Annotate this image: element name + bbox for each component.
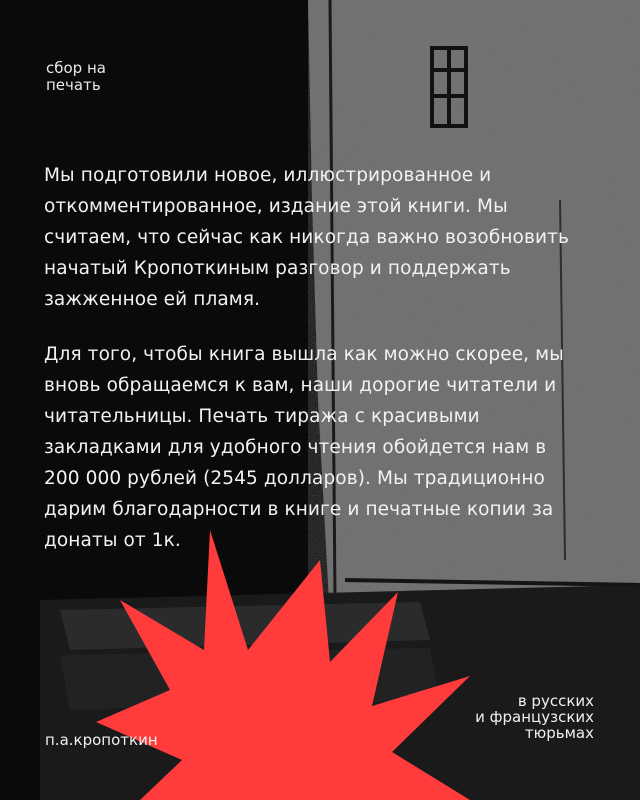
author-name: п.а.кропоткин	[45, 731, 158, 749]
book-title: в русских и французских тюрьмах	[475, 692, 594, 742]
paragraph-1: Мы подготовили новое, иллюстрированное и откомментированное, издание этой книги. Мы считаем, что сейчас как никогда важно возобновить начатый Кропоткиным разговор и поддержать зажженное ей пламя.	[44, 165, 569, 310]
body-text	[44, 160, 584, 580]
paragraph-2: Для того, чтобы книга вышла как можно скорее, мы вновь обращаемся к вам, наши дорогие читатели и читательницы. Печать тиража с красивыми закладками для удобного чтения обойдется нам в 200 000 рублей (2545 долларов). Мы традиционно дарим благодарности в книге и печатные копии за донаты от 1к.	[44, 344, 564, 551]
campaign-tag: сбор на печать	[46, 59, 106, 94]
